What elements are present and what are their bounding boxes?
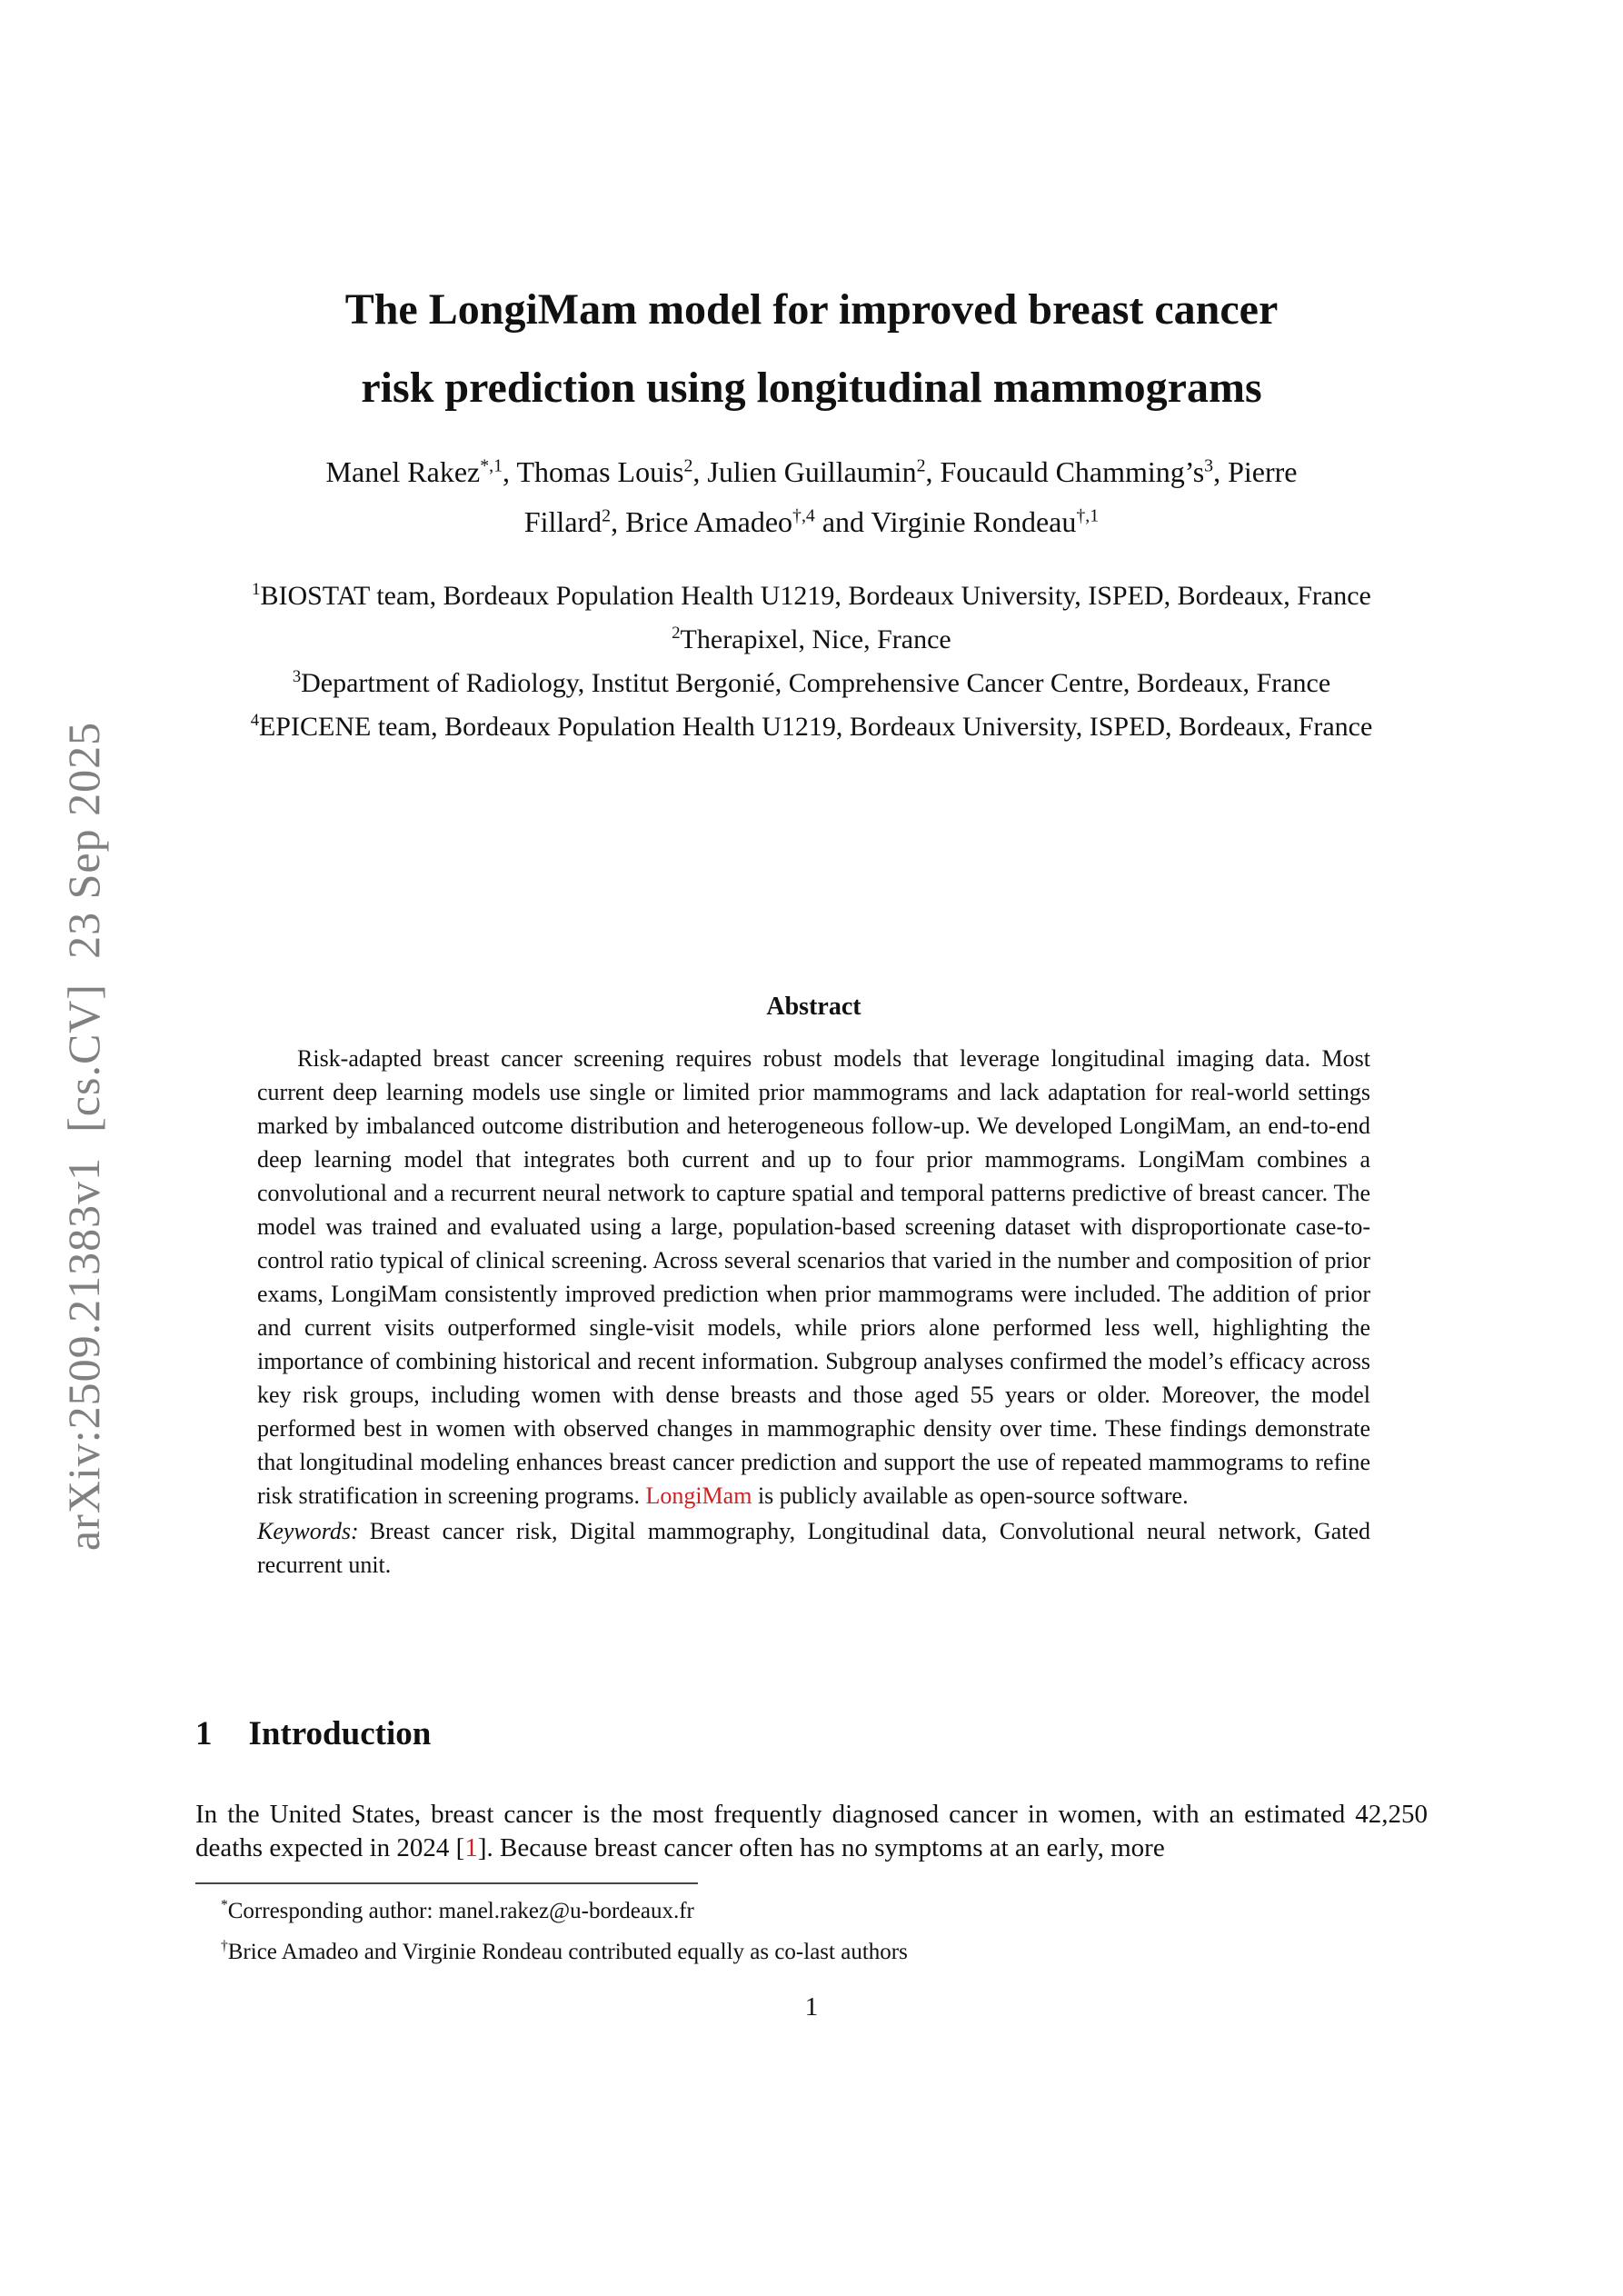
section-number: 1 [195,1715,213,1752]
abstract-text-post: is publicly available as open-source software. [752,1482,1189,1509]
author-name: , Thomas Louis [503,455,684,488]
footnote-corresponding-author [195,1891,1428,1932]
paper-title [109,271,1514,427]
keywords-paragraph [257,1514,1370,1582]
affiliation-text: Therapixel, Nice, France [680,624,951,654]
footnote-equal-contribution [195,1932,1428,1972]
introduction-paragraph [195,1798,1428,1865]
affiliation-list [195,574,1428,749]
longimam-repository-link[interactable]: LongiMam [645,1482,752,1509]
author-affil-marker: †,4 [792,505,815,526]
affiliation-marker: 4 [250,711,259,730]
abstract-paragraph [257,1042,1370,1512]
affiliation-2 [195,618,1428,662]
affiliation-3 [195,662,1428,705]
arxiv-watermark: arXiv:2509.21383v1 [cs.CV] 23 Sep 2025 [58,721,109,1552]
intro-text-post: ]. Because breast cancer often has no symptoms at an early, more [477,1833,1165,1862]
author-affil-marker: 3 [1204,455,1214,476]
footnote-text: Corresponding author: manel.rakez@u-bordeaux.fr [227,1899,694,1923]
affiliation-marker: 3 [292,667,302,686]
section-title: Introduction [248,1715,432,1752]
author-list [136,447,1487,547]
title-line-1: The LongiMam model for improved breast cancer [344,285,1279,334]
affiliation-4 [195,705,1428,749]
footnote-marker: † [221,1938,228,1954]
affiliation-text: EPICENE team, Bordeaux Population Health U1219, Bordeaux University, ISPED, Bordeaux, France [258,712,1373,742]
keywords-label: Keywords: [257,1518,359,1544]
section-1-heading [195,1714,431,1753]
intro-text-pre: In the United States, breast cancer is the most frequently diagnosed cancer in women, with an estimated 42,250 deaths expected in 2024 [ [195,1800,1428,1862]
abstract-section [257,993,1370,1582]
page-number: 1 [804,1992,819,2021]
author-affil-marker: 2 [916,455,926,476]
footnotes [195,1891,1428,1972]
keywords-text: Breast cancer risk, Digital mammography, Longitudinal data, Convolutional neural network, Gated recurrent unit. [257,1518,1370,1578]
author-name: , Foucauld Chamming’s [925,455,1205,488]
footnote-rule [195,1882,698,1884]
author-affil-marker: 2 [602,505,612,526]
abstract-text-pre: Risk-adapted breast cancer screening requires robust models that leverage longitudinal imaging data. Most current deep learning models use single or limited prior mammograms and lack adaptation for real-world settings marked by imbalanced outcome distribution and heterogeneous follow-up. We developed LongiMam, an end-to-end deep learning model that integrates both current and up to four prior mammograms. LongiMam combines a convolutional and a recurrent neural network to capture spatial and temporal patterns predictive of breast cancer. The model was trained and evaluated using a large, population-based screening dataset with disproportionate case-to-control ratio typical of clinical screening. Across several scenarios that varied in the number and composition of prior exams, LongiMam consistently improved prediction when prior mammograms were included. The addition of prior and current visits outperformed single-visit models, while priors alone performed less well, highlighting the importance of combining historical and recent information. Subgroup analyses confirmed the model’s efficacy across key risk groups, including women with dense breasts and those aged 55 years or older. Moreover, the model performed best in women with observed changes in mammographic density over time. These findings demonstrate that longitudinal modeling enhances breast cancer prediction and support the use of repeated mammograms to refine risk stratification in screening programs. [257,1045,1370,1509]
footnote-text: Brice Amadeo and Virginie Rondeau contributed equally as co-last authors [227,1940,908,1964]
affiliation-text: BIOSTAT team, Bordeaux Population Health U1219, Bordeaux University, ISPED, Bordeaux, France [260,581,1371,611]
affiliation-marker: 1 [252,580,261,599]
author-name: Manel Rakez [325,455,481,488]
author-affil-marker: *,1 [480,455,503,476]
footnote-marker: * [221,1897,228,1913]
author-line-1 [136,447,1487,497]
affiliation-marker: 2 [672,624,681,643]
citation-1-link[interactable]: 1 [464,1833,478,1862]
author-affil-marker: 2 [683,455,693,476]
author-affil-marker: †,1 [1076,505,1100,526]
author-name: , Pierre [1213,455,1298,488]
affiliation-1 [195,574,1428,618]
author-name: and Virginie Rondeau [814,505,1077,538]
affiliation-text: Department of Radiology, Institut Bergonié, Comprehensive Cancer Centre, Bordeaux, France [301,668,1331,698]
author-line-2 [136,497,1487,547]
author-name: Fillard [523,505,602,538]
abstract-heading: Abstract [766,993,861,1021]
title-line-2: risk prediction using longitudinal mammograms [361,364,1262,412]
author-name: , Julien Guillaumin [692,455,917,488]
author-name: , Brice Amadeo [611,505,793,538]
